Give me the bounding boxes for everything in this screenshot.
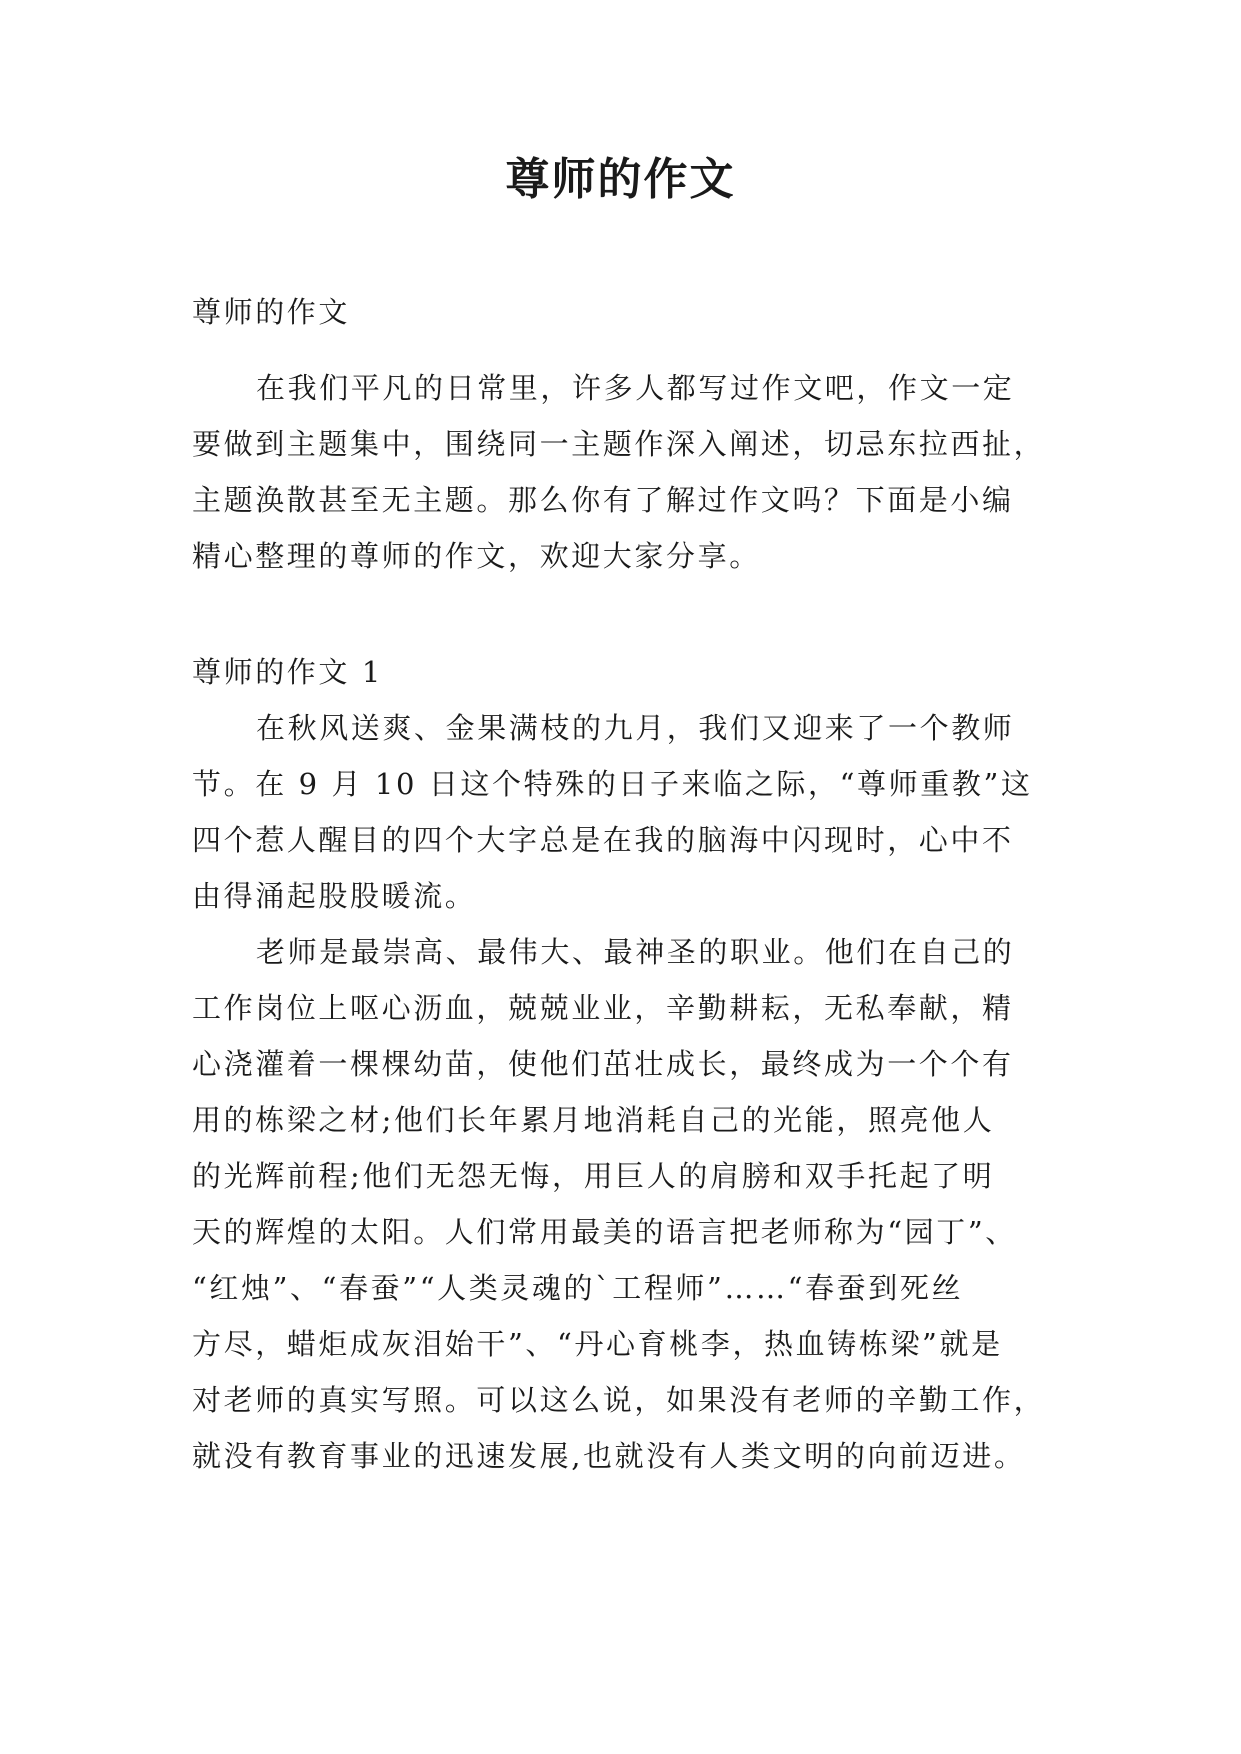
intro-line-1: 在我们平凡的日常里，许多人都写过作文吧，作文一定 [256,371,1015,405]
intro-line-4: 精心整理的尊师的作文，欢迎大家分享。 [192,539,761,573]
paragraph2-line-6: 天的辉煌的太阳。人们常用最美的语言把老师称为“园丁”、 [192,1215,1017,1249]
paragraph2-line-4: 用的栋梁之材;他们长年累月地消耗自己的光能，照亮他人 [192,1103,995,1137]
intro-line-3: 主题涣散甚至无主题。那么你有了解过作文吗？下面是小编 [192,483,1014,517]
intro-line-2: 要做到主题集中，围绕同一主题作深入阐述，切忌东拉西扯， [192,427,1046,461]
document-title: 尊师的作文 [505,154,736,205]
paragraph2-line-1: 老师是最崇高、最伟大、最神圣的职业。他们在自己的 [256,935,1015,969]
subtitle: 尊师的作文 [192,295,351,329]
paragraph1-line-1: 在秋风送爽、金果满枝的九月，我们又迎来了一个教师 [256,711,1015,745]
paragraph2-line-9: 对老师的真实写照。可以这么说，如果没有老师的辛勤工作， [192,1383,1046,1417]
paragraph2-line-7: “红烛”、“春蚕”“人类灵魂的`工程师”……“春蚕到死丝 [192,1271,964,1305]
paragraph1-line-3: 四个惹人醒目的四个大字总是在我的脑海中闪现时，心中不 [192,823,1014,857]
paragraph1-line-4: 由得涌起股股暖流。 [192,879,477,913]
paragraph1-line-2: 节。在 9 月 10 日这个特殊的日子来临之际，“尊师重教”这 [192,767,1033,801]
paragraph2-line-3: 心浇灌着一棵棵幼苗，使他们茁壮成长，最终成为一个个有 [192,1047,1014,1081]
paragraph2-line-5: 的光辉前程;他们无怨无悔，用巨人的肩膀和双手托起了明 [192,1159,995,1193]
paragraph2-line-10: 就没有教育事业的迅速发展,也就没有人类文明的向前迈进。 [192,1439,1026,1473]
paragraph2-line-2: 工作岗位上呕心沥血，兢兢业业，辛勤耕耘，无私奉献，精 [192,991,1014,1025]
section-heading: 尊师的作文 1 [192,655,383,689]
paragraph2-line-8: 方尽，蜡炬成灰泪始干”、“丹心育桃李，热血铸栋梁”就是 [192,1327,1003,1361]
